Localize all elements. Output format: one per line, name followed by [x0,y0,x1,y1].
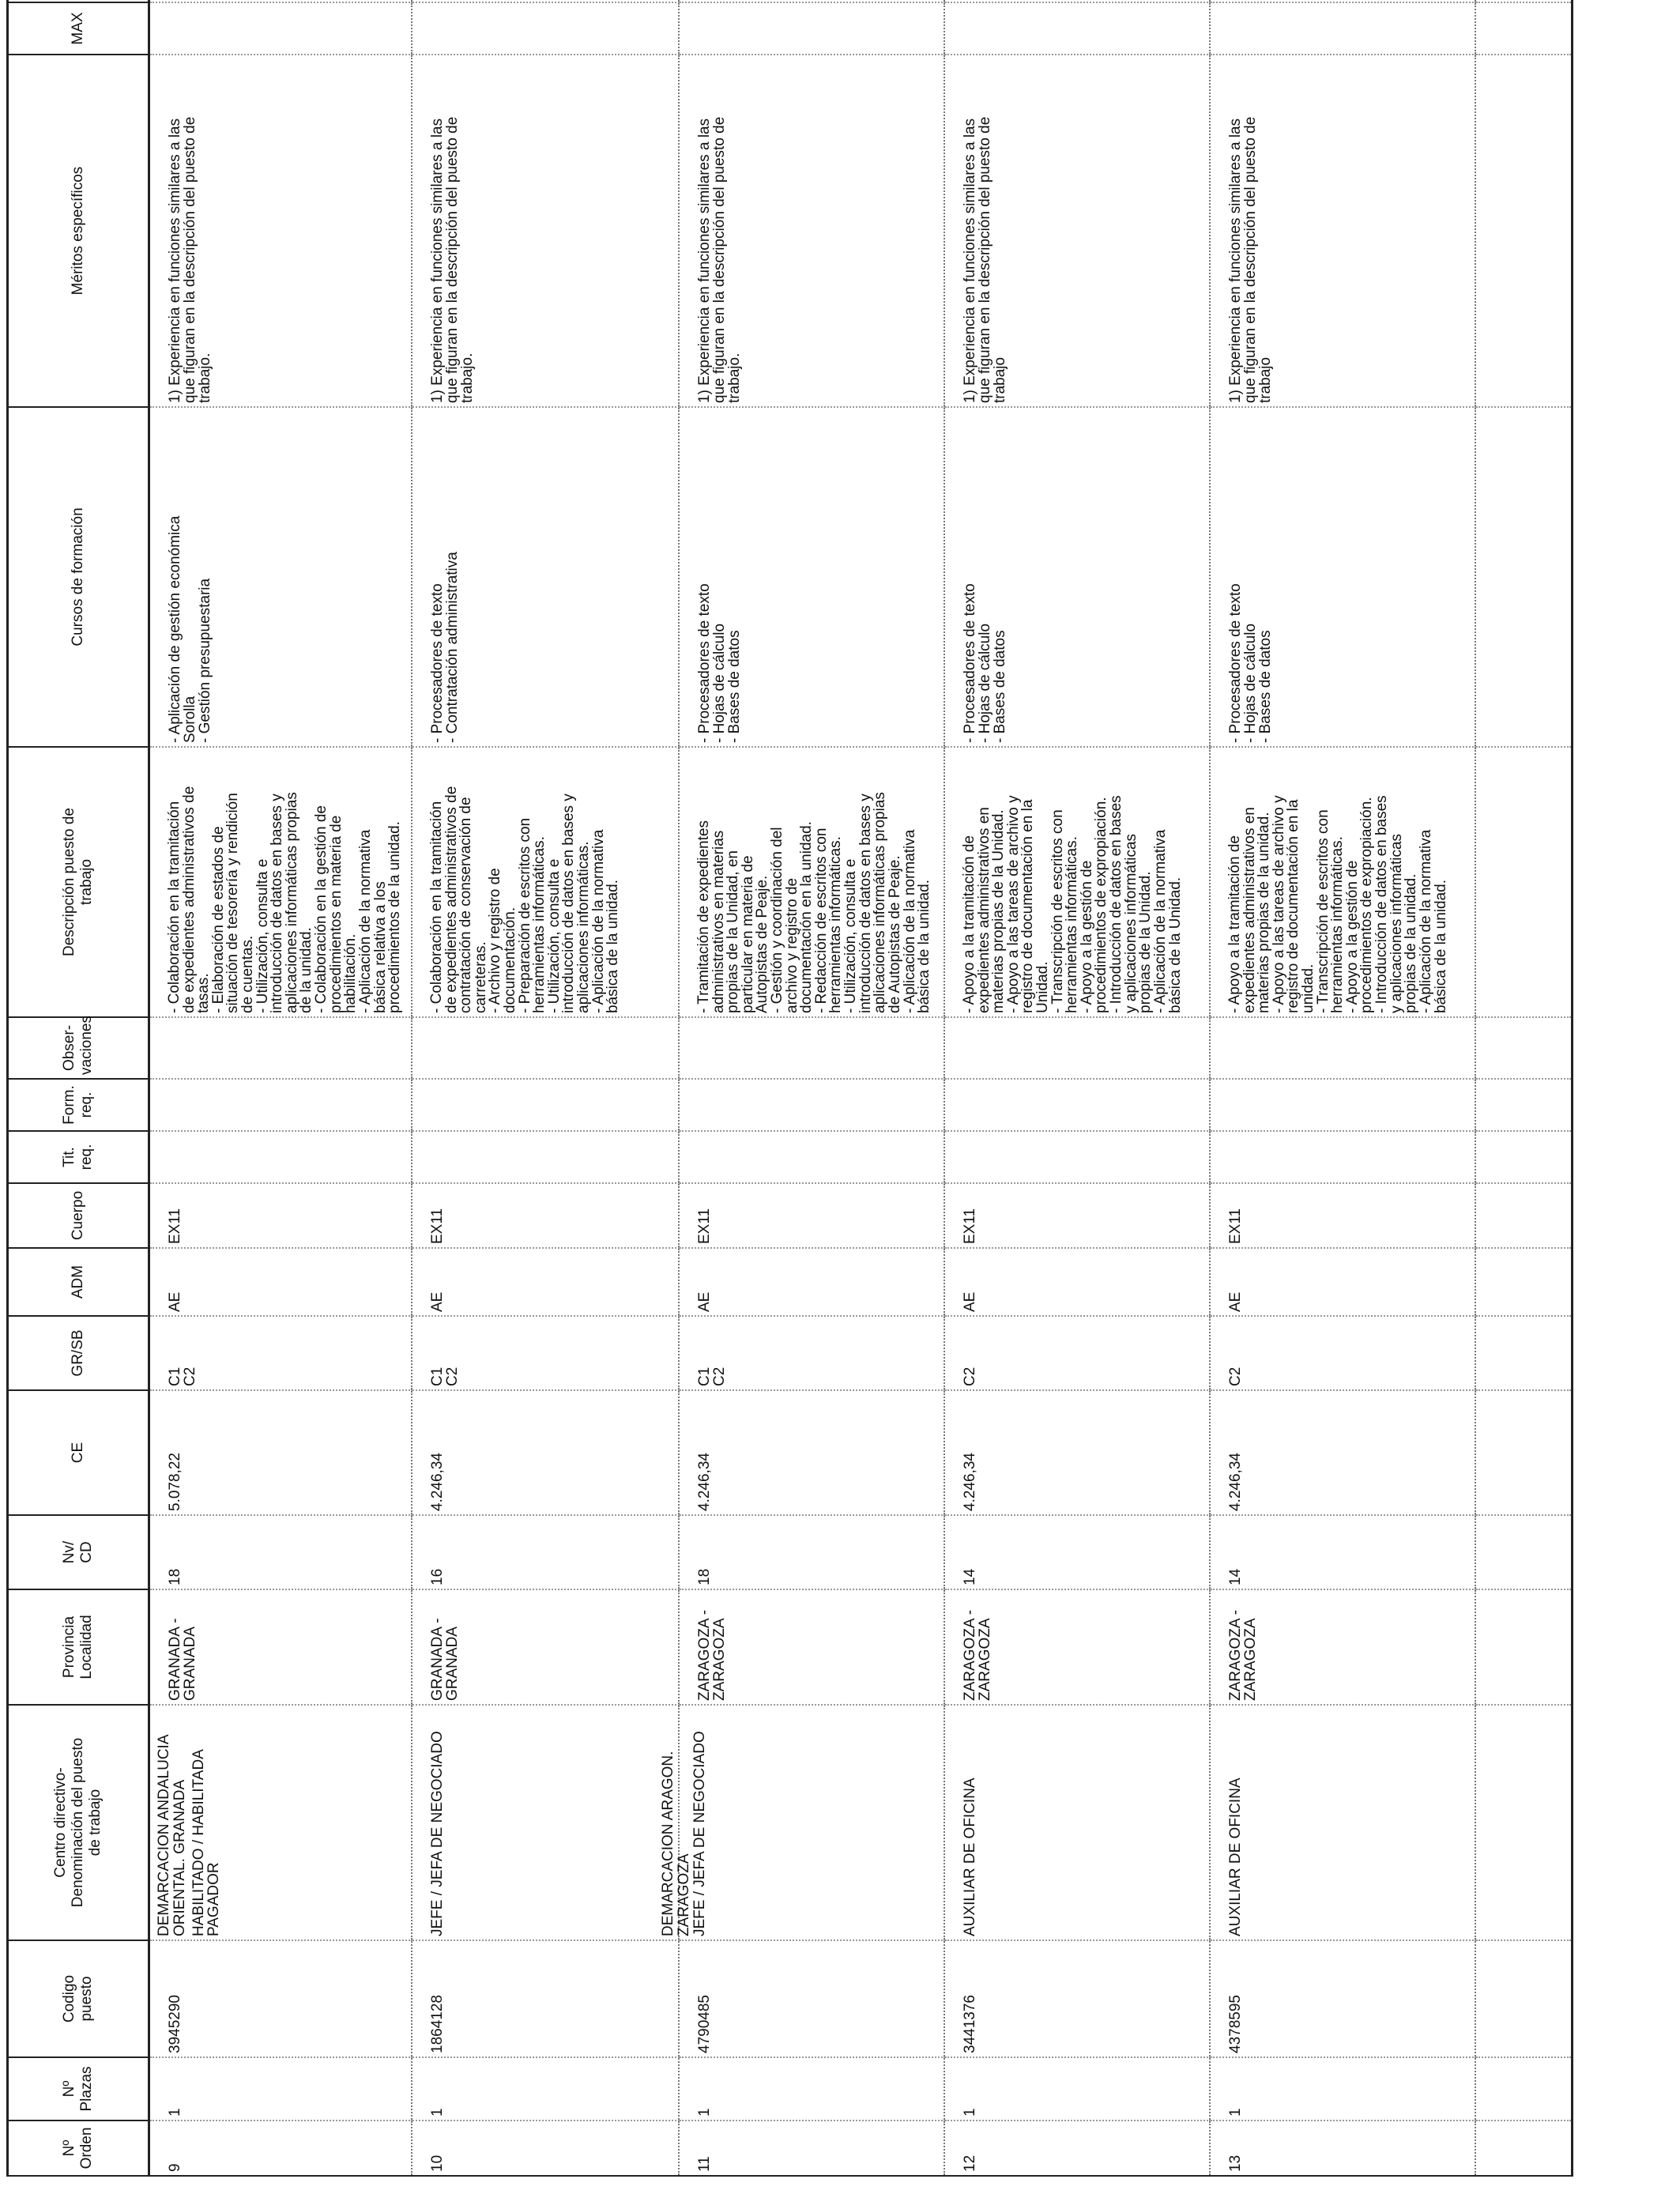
formacion-cell [679,1079,944,1131]
header-adm: ADM [8,1248,149,1316]
meritos-cell: 1) Experiencia en funciones similares a las que figuran en la descripción del puesto de trabajo. [412,55,679,407]
codigo-cell: 4790485 [679,1940,944,2057]
plazas-cell: 1 [149,2057,412,2120]
header-meritos: Méritos específicos [8,55,149,407]
empty-cell [1475,1017,1573,1079]
adm-cell: AE [679,1248,944,1316]
titulacion-cell [944,1131,1210,1183]
observaciones-cell [1210,1017,1475,1079]
formacion-cell [412,1079,679,1131]
titulacion-cell [679,1131,944,1183]
plazas-cell: 1 [412,2057,679,2120]
max-cell [944,2,1210,55]
ce-cell: 4.246,34 [1210,1390,1475,1515]
header-cuerpo: Cuerpo [8,1183,149,1248]
puesto-name: JEFE / JEFA DE NEGOCIADO [429,1731,446,1936]
grupo-cell: C1 C2 [412,1316,679,1390]
cuerpo-cell: EX11 [149,1183,412,1248]
header-grupo: GR/SB [8,1316,149,1390]
header-titulacion: Tit. req. [8,1131,149,1183]
plazas-cell: 1 [944,2057,1210,2120]
empty-cell [1475,1940,1573,2057]
centro-cell [660,1705,944,1940]
header-formacion: Form. req. [8,1079,149,1131]
cuerpo-cell: EX11 [944,1183,1210,1248]
formacion-cell [1210,1079,1475,1131]
titulacion-cell [149,1131,412,1183]
empty-cell [1475,55,1573,407]
empty-cell [1475,1183,1573,1248]
ce-cell: 4.246,34 [944,1390,1210,1515]
observaciones-cell [412,1017,679,1079]
me-cell [944,0,1210,2]
nivel-cell: 16 [412,1515,679,1589]
cursos-cell: - Procesadores de texto - Hojas de cálculo - Bases de datos [944,407,1210,747]
descripcion-cell: - Colaboración en la tramitación de expedientes administrativos de tasas. - Elaboración de estados de situación de tesorería y rendición de cuentas. - Utilización, consulta e introducción de datos en bases y aplicaciones informáticas propias de la unidad. - Colaboración en la gestión de procedimientos en materia de habilitación. - Aplicación de la normativa básica relativa a los procedimientos de la unidad. [149,747,412,1017]
puesto-name: AUXILIAR DE OFICINA [1227,1777,1244,1936]
empty-cell [1475,2057,1573,2120]
empty-cell [1475,1248,1573,1316]
table-row-empty [1475,0,1573,2176]
centro-cell [412,1705,679,1940]
puesto-name: HABILITADO / HABILITADA PAGADOR [190,1749,222,1936]
centro-cell [1210,1705,1475,1940]
provincia-cell: GRANADA - GRANADA [412,1589,679,1705]
orden-cell: 12 [944,2120,1210,2176]
ce-cell: 4.246,34 [412,1390,679,1515]
header-me [8,0,149,2]
descripcion-cell: - Apoyo a la tramitación de expedientes administrativos en materias propias de la Unidad. - Apoyo a las tareas de archivo y registro de documentación en la Unidad. - Transcripción de escritos con herramientas informáticas. - Apoyo a la gestión de procedimientos de expropiación. - Introducción de datos en bases y aplicaciones informáticas propias de la Unidad. - Aplicación de la normativa básica de la Unidad. [944,747,1210,1017]
orden-cell: 9 [149,2120,412,2176]
plazas-cell: 1 [679,2057,944,2120]
table-row [944,0,1210,2176]
max-cell [1210,2,1475,55]
puesto-name: AUXILIAR DE OFICINA [962,1777,978,1936]
table-row [679,0,944,2176]
orden-cell: 13 [1210,2120,1475,2176]
unit-heading: DEMARCACION ANDALUCIA ORIENTAL. GRANADA [156,1734,188,1936]
cuerpo-cell: EX11 [412,1183,679,1248]
max-cell [149,2,412,55]
empty-cell [1475,407,1573,747]
meritos-cell: 1) Experiencia en funciones similares a las que figuran en la descripción del puesto de trabajo [944,55,1210,407]
empty-cell [1475,1705,1573,1940]
job-positions-table [6,0,1573,2177]
puesto-name: JEFE / JEFA DE NEGOCIADO [691,1731,708,1936]
grupo-cell: C1 C2 [679,1316,944,1390]
titulacion-cell [1210,1131,1475,1183]
adm-cell: AE [149,1248,412,1316]
observaciones-cell [679,1017,944,1079]
header-centro: Centro directivo- Denominación del puesto de trabajo [8,1705,149,1940]
cuerpo-cell: EX11 [679,1183,944,1248]
nivel-cell: 18 [679,1515,944,1589]
header-codigo: Codigo puesto [8,1940,149,2057]
me-cell [412,0,679,2]
cuerpo-cell: EX11 [1210,1183,1475,1248]
me-cell [149,0,412,2]
provincia-cell: GRANADA - GRANADA [149,1589,412,1705]
descripcion-cell: - Apoyo a la tramitación de expedientes administrativos en materias propias de la unidad. - Apoyo a las tareas de archivo y registro de documentación en la unidad. - Transcripción de escritos con herramientas informáticas. - Apoyo a la gestión de procedimientos de expropiación. - Introducción de datos en bases y aplicaciones informáticas propias de la unidad. - Aplicación de la normativa básica de la unidad. [1210,747,1475,1017]
provincia-cell: ZARAGOZA - ZARAGOZA [1210,1589,1475,1705]
nivel-cell: 14 [1210,1515,1475,1589]
header-descripcion: Descripción puesto de trabajo [8,747,149,1017]
empty-cell [1475,1131,1573,1183]
grupo-cell: C2 [1210,1316,1475,1390]
cursos-cell: - Aplicación de gestión económica Sorolla - Gestión presupuestaria [149,407,412,747]
plazas-cell: 1 [1210,2057,1475,2120]
me-cell [1210,0,1475,2]
codigo-cell: 3441376 [944,1940,1210,2057]
formacion-cell [944,1079,1210,1131]
centro-cell [149,1705,412,1940]
grupo-cell: C2 [944,1316,1210,1390]
provincia-cell: ZARAGOZA - ZARAGOZA [679,1589,944,1705]
titulacion-cell [412,1131,679,1183]
header-nivel: Nv/ CD [8,1515,149,1589]
meritos-cell: 1) Experiencia en funciones similares a las que figuran en la descripción del puesto de trabajo [1210,55,1475,407]
header-cursos: Cursos de formación [8,407,149,747]
header-observaciones: Obser- vaciones [8,1017,149,1079]
formacion-cell [149,1079,412,1131]
me-cell [679,0,944,2]
table-row [412,0,679,2176]
descripcion-cell: - Colaboración en la tramitación de expedientes administrativos de contratación de conservación de carreteras. - Archivo y registro de documentación. - Preparación de escritos con herramientas informáticas. - Utilización, consulta e introducción de datos en bases y aplicaciones informáticas. - Aplicación de la normativa básica de la unidad. [412,747,679,1017]
unit-heading: DEMARCACION ARAGON. ZARAGOZA [660,1751,692,1936]
empty-cell [1475,1390,1573,1515]
max-cell [412,2,679,55]
empty-cell [1475,1589,1573,1705]
header-max: MAX [8,2,149,55]
header-row [8,0,149,2176]
empty-cell [1475,2120,1573,2176]
empty-cell [1475,0,1573,2]
provincia-cell: ZARAGOZA - ZARAGOZA [944,1589,1210,1705]
cursos-cell: - Procesadores de texto - Contratación administrativa [412,407,679,747]
orden-cell: 11 [679,2120,944,2176]
codigo-cell: 3945290 [149,1940,412,2057]
adm-cell: AE [1210,1248,1475,1316]
adm-cell: AE [944,1248,1210,1316]
adm-cell: AE [412,1248,679,1316]
orden-cell: 10 [412,2120,679,2176]
header-provincia: Provincia Localidad [8,1589,149,1705]
empty-cell [1475,1316,1573,1390]
header-ce: CE [8,1390,149,1515]
nivel-cell: 18 [149,1515,412,1589]
ce-cell: 4.246,34 [679,1390,944,1515]
empty-cell [1475,2,1573,55]
max-cell [679,2,944,55]
empty-cell [1475,747,1573,1017]
codigo-cell: 4378595 [1210,1940,1475,2057]
observaciones-cell [149,1017,412,1079]
meritos-cell: 1) Experiencia en funciones similares a las que figuran en la descripción del puesto de trabajo. [679,55,944,407]
descripcion-cell: - Tramitación de expedientes administrativos en materias propias de la Unidad, en particular en materia de Autopistas de Peaje. - Gestión y coordinación del archivo y registro de documentación en la unidad. - Redacción de escritos con herramientas informáticas. - Utilización, consulta e introducción de datos en bases y aplicaciones informáticas propias de Autopistas de Peaje. - Aplicación de la normativa básica de la unidad. [679,747,944,1017]
observaciones-cell [944,1017,1210,1079]
header-plazas: Nº Plazas [8,2057,149,2120]
header-orden: Nº Orden [8,2120,149,2176]
ce-cell: 5.078,22 [149,1390,412,1515]
meritos-cell: 1) Experiencia en funciones similares a las que figuran en la descripción del puesto de trabajo. [149,55,412,407]
empty-cell [1475,1079,1573,1131]
cursos-cell: - Procesadores de texto - Hojas de cálculo - Bases de datos [1210,407,1475,747]
codigo-cell: 1864128 [412,1940,679,2057]
empty-cell [1475,1515,1573,1589]
nivel-cell: 14 [944,1515,1210,1589]
centro-cell [944,1705,1210,1940]
table-row [1210,0,1475,2176]
table-row [149,0,412,2176]
cursos-cell: - Procesadores de texto - Hojas de cálculo - Bases de datos [679,407,944,747]
grupo-cell: C1 C2 [149,1316,412,1390]
